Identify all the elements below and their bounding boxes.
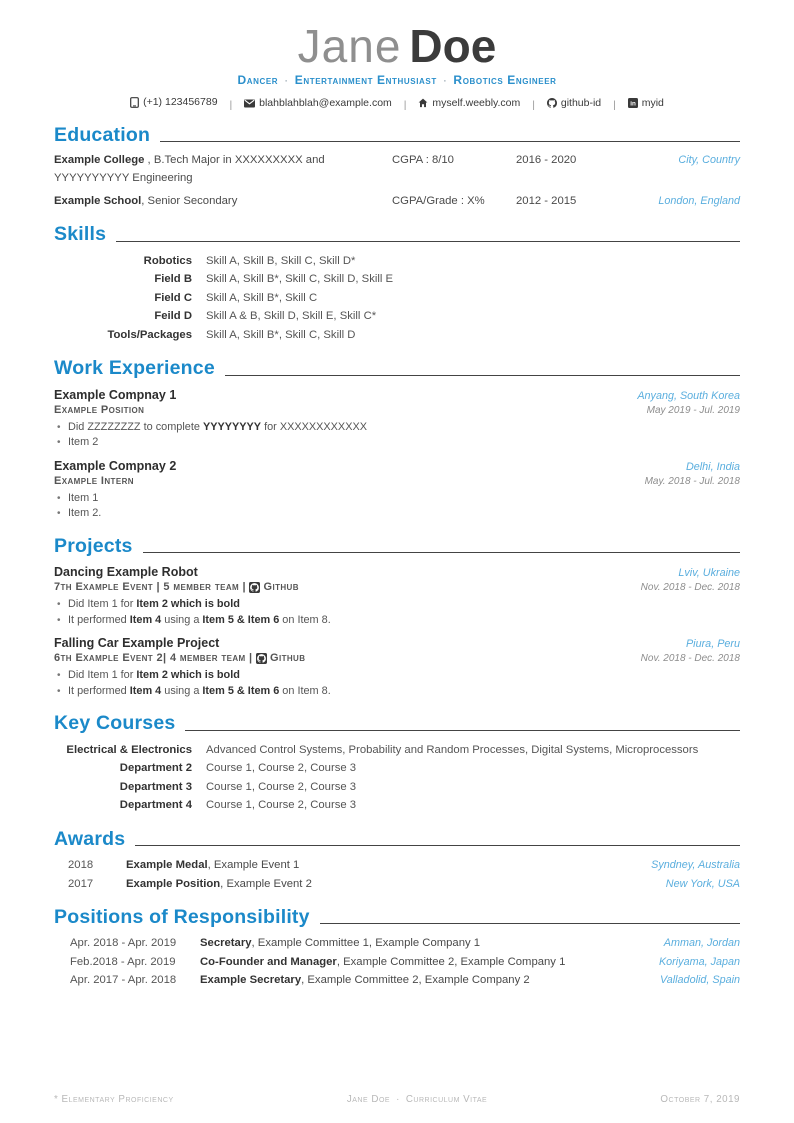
- education-row: [54, 151, 740, 187]
- location: Koriyama, Japan: [658, 955, 740, 968]
- skill-row: [54, 326, 740, 345]
- location: New York, USA: [665, 877, 740, 890]
- project-name: Dancing Example Robot: [54, 564, 198, 579]
- contact-website[interactable]: [418, 97, 520, 109]
- section-rule: [320, 923, 740, 924]
- course-list: Course 1, Course 2, Course 3: [206, 780, 357, 793]
- award-event: , Example Event 1: [207, 859, 300, 872]
- section-rule: [225, 375, 740, 376]
- skill-list: Skill A & B, Skill D, Skill E, Skill C*: [206, 310, 377, 323]
- location: Amman, Jordan: [663, 937, 740, 950]
- project-name: Falling Car Example Project: [54, 636, 220, 651]
- skill-row: [54, 270, 740, 289]
- skill-list: Skill A, Skill B*, Skill C, Skill D: [206, 328, 356, 341]
- person-name: [54, 22, 740, 70]
- course-list: Course 1, Course 2, Course 3: [206, 799, 357, 812]
- section-header: [54, 906, 740, 928]
- github-link[interactable]: [256, 652, 305, 664]
- bullet-item: • Item 2.: [54, 506, 740, 522]
- tagline-item: Entertainment Enthusiast: [294, 73, 437, 88]
- award-event: , Example Event 2: [220, 877, 312, 890]
- footer-date: October 7, 2019: [660, 1094, 740, 1105]
- section-title: Education: [54, 123, 151, 146]
- bullet-item: • It performed Item 4 using a Item 5 & Item 6 on Item 8.: [54, 613, 740, 629]
- date-range: Apr. 2018 - Apr. 2019: [70, 937, 177, 950]
- page-footer: [54, 1094, 740, 1105]
- contact-email-text: blahblahblah@example.com: [259, 97, 392, 110]
- skill-row: [54, 252, 740, 271]
- degree-text: , B.Tech Major in XXXXXXXXX and YYYYYYYYYY Engineering: [54, 154, 325, 185]
- section-education: [54, 124, 740, 210]
- linkedin-icon: [628, 98, 638, 108]
- bullet-list: [54, 668, 740, 699]
- footer-name: Jane Doe: [346, 1094, 391, 1105]
- education-desc: [54, 192, 392, 210]
- section-header: [54, 535, 740, 557]
- section-header: [54, 124, 740, 146]
- section-rule: [116, 241, 740, 242]
- section-header: [54, 712, 740, 734]
- tagline-item: Dancer: [237, 73, 279, 88]
- github-link-label: Github: [263, 581, 299, 594]
- course-department: Department 3: [119, 780, 192, 793]
- contact-github[interactable]: [547, 97, 601, 109]
- date-range: Nov. 2018 - Dec. 2018: [640, 653, 740, 665]
- skill-list: Skill A, Skill B, Skill C, Skill D*: [206, 254, 356, 267]
- section-rule: [160, 141, 740, 142]
- project-meta: [54, 581, 299, 593]
- footer-doc-type: Curriculum Vitae: [405, 1094, 488, 1105]
- section-title: Work Experience: [54, 357, 215, 380]
- location: Delhi, India: [685, 460, 740, 473]
- company-name: Example Compnay 2: [54, 458, 177, 473]
- education-desc: [54, 151, 392, 187]
- skill-list: Skill A, Skill B*, Skill C: [206, 291, 318, 304]
- email-icon: [244, 99, 255, 108]
- grade: CGPA/Grade : X%: [392, 195, 485, 208]
- footer-separator: ·: [396, 1094, 400, 1105]
- position-org: , Example Committee 2, Example Company 2: [301, 974, 530, 987]
- contact-bar: [54, 96, 740, 111]
- project-entry: [54, 565, 740, 628]
- skill-category: Robotics: [143, 254, 192, 267]
- project-meta-text: 7th Example Event | 5 member team |: [54, 580, 247, 593]
- bullet-item: • Item 1: [54, 491, 740, 507]
- bullet-item: • It performed Item 4 using a Item 5 & Item 6 on Item 8.: [54, 684, 740, 700]
- project-meta-text: 6th Example Event 2| 4 member team |: [54, 652, 253, 665]
- footer-note: * Elementary Proficiency: [54, 1094, 174, 1105]
- bullet-item: • Did Item 1 for Item 2 which is bold: [54, 597, 740, 613]
- course-row: [54, 759, 740, 778]
- contact-linkedin[interactable]: [628, 97, 664, 109]
- bullet-item: • Did Item 1 for Item 2 which is bold: [54, 668, 740, 684]
- location: Syndney, Australia: [651, 859, 740, 872]
- date-range: May 2019 - Jul. 2019: [646, 404, 740, 416]
- education-row: [54, 192, 740, 210]
- years: 2016 - 2020: [516, 154, 577, 167]
- work-entry: [54, 388, 740, 451]
- section-awards: [54, 828, 740, 893]
- award-title: Example Medal: [126, 859, 208, 872]
- section-header: [54, 828, 740, 850]
- bullet-item: • Did ZZZZZZZZ to complete YYYYYYYY for XXXXXXXXXXXX: [54, 420, 740, 436]
- section-header: [54, 223, 740, 245]
- course-row: [54, 778, 740, 797]
- github-link-label: Github: [270, 652, 306, 665]
- award-title: Example Position: [126, 877, 221, 890]
- degree-text: , Senior Secondary: [141, 195, 238, 208]
- award-desc: [126, 875, 648, 894]
- company-name: Example Compnay 1: [54, 387, 177, 402]
- position-org: , Example Committee 1, Example Company 1: [251, 937, 481, 950]
- tagline-separator: ·: [284, 73, 289, 88]
- bullet-item: • Item 2: [54, 435, 740, 451]
- work-entry: [54, 459, 740, 522]
- contact-linkedin-text: myid: [641, 96, 664, 109]
- section-projects: [54, 535, 740, 700]
- location: Lviv, Ukraine: [678, 566, 740, 579]
- section-rule: [143, 552, 740, 553]
- location: London, England: [658, 195, 740, 208]
- award-row: [54, 875, 740, 894]
- years: 2012 - 2015: [516, 195, 577, 208]
- bullet-list: [54, 597, 740, 628]
- position-title: Co-Founder and Manager: [200, 955, 337, 968]
- section-title: Positions of Responsibility: [54, 906, 310, 929]
- contact-github-text: github-id: [560, 96, 602, 109]
- date-range: Apr. 2017 - Apr. 2018: [70, 974, 177, 987]
- footer-center: [347, 1094, 487, 1105]
- contact-separator: |: [532, 98, 535, 111]
- contact-phone: [130, 96, 217, 108]
- position-title: Secretary: [200, 937, 252, 950]
- home-icon: [418, 98, 428, 108]
- contact-email[interactable]: [244, 97, 392, 109]
- school-name: Example College: [54, 154, 145, 167]
- award-year: 2018: [68, 859, 94, 872]
- positions-table: [54, 934, 740, 990]
- skill-list: Skill A, Skill B*, Skill C, Skill D, Skill E: [206, 273, 394, 286]
- award-year: 2017: [68, 877, 94, 890]
- award-desc: [126, 856, 633, 875]
- school-name: Example School: [54, 195, 142, 208]
- location: Piura, Peru: [685, 638, 740, 651]
- first-name: Jane: [297, 20, 402, 72]
- position-row: [54, 953, 740, 972]
- github-icon: [547, 98, 557, 108]
- courses-table: [54, 741, 740, 815]
- phone-icon: [130, 97, 139, 108]
- section-header: [54, 357, 740, 379]
- tagline-separator: ·: [442, 73, 448, 88]
- award-row: [54, 856, 740, 875]
- skill-row: [54, 307, 740, 326]
- contact-website-text: myself.weebly.com: [432, 96, 521, 109]
- grade: CGPA : 8/10: [392, 154, 454, 167]
- course-department: Electrical & Electronics: [66, 743, 192, 756]
- position-desc: [200, 953, 641, 972]
- tagline: [54, 73, 740, 87]
- course-list: Advanced Control Systems, Probability and Random Processes, Digital Systems, Microprocessors: [206, 743, 699, 756]
- course-row: [54, 741, 740, 760]
- awards-table: [54, 856, 740, 893]
- skill-row: [54, 289, 740, 308]
- position-desc: [200, 971, 642, 990]
- job-title: Example Intern: [54, 474, 134, 487]
- contact-separator: |: [613, 98, 616, 111]
- contact-phone-text: (+1) 123456789: [143, 96, 218, 109]
- section-title: Skills: [54, 223, 107, 246]
- github-square-icon: [256, 653, 267, 664]
- github-square-icon: [249, 582, 260, 593]
- section-key-courses: [54, 712, 740, 814]
- section-work-experience: [54, 357, 740, 521]
- course-department: Department 2: [119, 762, 192, 775]
- position-org: , Example Committee 2, Example Company 1: [336, 955, 566, 968]
- position-desc: [200, 934, 646, 953]
- course-list: Course 1, Course 2, Course 3: [206, 762, 357, 775]
- date-range: May. 2018 - Jul. 2018: [644, 475, 740, 487]
- section-title: Awards: [54, 827, 126, 850]
- project-meta: [54, 652, 305, 664]
- github-link[interactable]: [249, 581, 298, 593]
- position-row: [54, 934, 740, 953]
- position-title: Example Secretary: [200, 974, 302, 987]
- tagline-item: Robotics Engineer: [453, 73, 557, 88]
- bullet-list: [54, 491, 740, 522]
- section-rule: [135, 845, 740, 846]
- location: Anyang, South Korea: [637, 389, 740, 402]
- section-title: Projects: [54, 534, 133, 557]
- skill-category: Field B: [154, 273, 192, 286]
- position-row: [54, 971, 740, 990]
- location: Valladolid, Spain: [659, 974, 740, 987]
- skills-table: [54, 252, 740, 345]
- skill-category: Field C: [154, 291, 192, 304]
- date-range: Nov. 2018 - Dec. 2018: [640, 581, 740, 593]
- project-entry: [54, 636, 740, 699]
- svg-text:in: in: [629, 100, 636, 108]
- section-skills: [54, 223, 740, 344]
- date-range: Feb.2018 - Apr. 2019: [70, 955, 176, 968]
- skill-category: Feild D: [154, 310, 192, 323]
- contact-separator: |: [403, 98, 407, 111]
- last-name: Doe: [409, 20, 497, 72]
- course-department: Department 4: [119, 799, 192, 812]
- bullet-list: [54, 420, 740, 451]
- course-row: [54, 796, 740, 815]
- section-rule: [185, 730, 740, 731]
- section-title: Key Courses: [54, 712, 176, 735]
- section-positions: [54, 906, 740, 990]
- job-title: Example Position: [54, 403, 145, 416]
- contact-separator: |: [229, 98, 233, 111]
- skill-category: Tools/Packages: [107, 328, 192, 341]
- location: City, Country: [678, 154, 740, 167]
